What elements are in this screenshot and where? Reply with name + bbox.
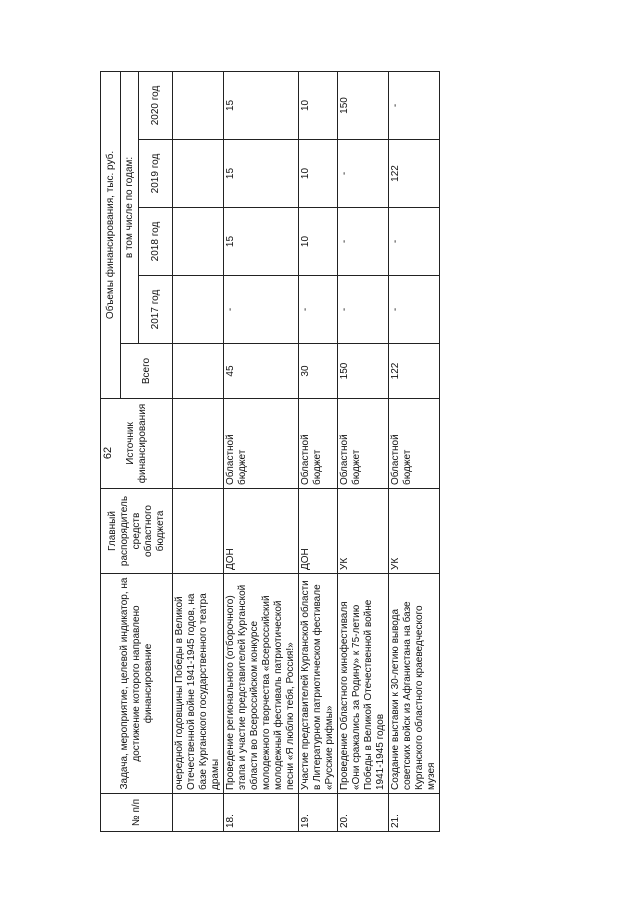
- page-number: 62: [102, 446, 114, 460]
- header-volumes: Объемы финансирования, тыс. руб.: [101, 71, 121, 398]
- table-row: [299, 71, 338, 831]
- header-year-2017: 2017 год: [139, 276, 173, 344]
- row-2020: 150: [338, 71, 389, 139]
- row-source: Областной бюджет: [389, 399, 440, 489]
- header-total: Всего: [121, 344, 173, 399]
- row-manager: ДОН: [224, 489, 299, 574]
- row-2019: [173, 140, 224, 208]
- table-row: [173, 71, 224, 831]
- row-total: 122: [389, 344, 440, 399]
- row-manager: [173, 489, 224, 574]
- row-2018: 15: [224, 208, 299, 276]
- row-task: Проведение регионального (отборочного) этапа и участие представителей Курганской области во Всероссийском конкурсе молодежного творчества «Всероссийский молодежный фестиваль патриотической песни «Я люблю тебя, Россия!»: [224, 574, 299, 794]
- row-num: 18.: [224, 794, 299, 832]
- row-task: Проведение Областного кинофестиваля «Они сражались за Родину» к 75-летию Победы в Великой Отечественной войне 1941-1945 годов: [338, 574, 389, 794]
- header-year-2020: 2020 год: [139, 71, 173, 139]
- header-task: Задача, мероприятие, целевой индикатор, на достижение которого направлено финансирование: [101, 574, 173, 794]
- row-2017: -: [338, 276, 389, 344]
- row-num: 20.: [338, 794, 389, 832]
- row-num: 19.: [299, 794, 338, 832]
- header-by-years: в том числе по годам:: [121, 71, 139, 343]
- row-2017: -: [389, 276, 440, 344]
- row-2018: 10: [299, 208, 338, 276]
- rotated-table-container: [100, 72, 590, 832]
- row-2017: -: [224, 276, 299, 344]
- row-2019: 122: [389, 140, 440, 208]
- row-2017: [173, 276, 224, 344]
- row-total: 45: [224, 344, 299, 399]
- row-2018: [173, 208, 224, 276]
- row-2020: 10: [299, 71, 338, 139]
- header-manager: Главный распорядитель средств областного бюджета: [101, 489, 173, 574]
- row-2020: [173, 71, 224, 139]
- row-2019: 15: [224, 140, 299, 208]
- table-row: [389, 71, 440, 831]
- row-total: 150: [338, 344, 389, 399]
- row-task: Создание выставки к 30-летию вывода советских войск из Афганистана на базе Курганского областного краеведческого музея: [389, 574, 440, 794]
- row-2020: 15: [224, 71, 299, 139]
- row-source: Областной бюджет: [299, 399, 338, 489]
- row-2017: -: [299, 276, 338, 344]
- row-manager: ДОН: [299, 489, 338, 574]
- row-num: 21.: [389, 794, 440, 832]
- table-row: [338, 71, 389, 831]
- row-2019: 10: [299, 140, 338, 208]
- row-source: [173, 399, 224, 489]
- header-year-2019: 2019 год: [139, 140, 173, 208]
- financing-table: [100, 71, 440, 832]
- row-num: [173, 794, 224, 832]
- row-source: Областной бюджет: [224, 399, 299, 489]
- row-source: Областной бюджет: [338, 399, 389, 489]
- header-year-2018: 2018 год: [139, 208, 173, 276]
- row-manager: УК: [338, 489, 389, 574]
- row-manager: УК: [389, 489, 440, 574]
- row-task: очередной годовщины Победы в Великой Отечественной войне 1941-1945 годов, на базе Курганского государственного театра драмы: [173, 574, 224, 794]
- row-2018: -: [338, 208, 389, 276]
- row-2020: -: [389, 71, 440, 139]
- row-2019: -: [338, 140, 389, 208]
- header-num: № п/п: [101, 794, 173, 832]
- row-task: Участие представителей Курганской области в Литературном патриотическом фестивале «Русские рифмы»: [299, 574, 338, 794]
- row-total: 30: [299, 344, 338, 399]
- row-total: [173, 344, 224, 399]
- table-row: [224, 71, 299, 831]
- row-2018: -: [389, 208, 440, 276]
- header-source: Источник финансирования: [101, 399, 173, 489]
